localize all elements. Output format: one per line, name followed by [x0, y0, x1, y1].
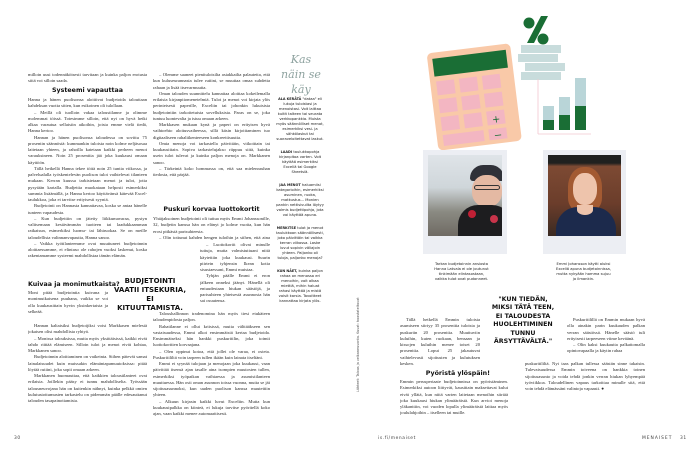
paragraph: Tyhjän päälle Emmi ei eron jälkeen onneksi jäänyt. Hänellä oli entuudestaan hiukan säästöjä, ja parisuhteen yhteisestä asunnosta hän sai osuutensa. — [200, 273, 270, 304]
paragraph: Hannan ja hänen puolisonsa taloudessa on sovittu 75 prosentin säännöstä: kummankin tuloista noin kolme neljäsosaa laitetaan yhteen, ja rahoilla katetaan kaikki perheen menot varauksineen. Noin 25 prosenttia jää joka kuukausi omaan käyttöön. — [28, 134, 147, 165]
tip-lead: JAA MENOT — [279, 183, 301, 187]
heading-pyorista-ylospain: Pyöristä ylöspäin! — [425, 370, 490, 377]
tip-lead: LAADI — [280, 150, 293, 154]
calculator-illustration — [424, 38, 524, 153]
paragraph: puskuritililtä. Nyt taas palkan tullessa säästän sinne takaisin. Tulevaisuudessa Emmin toiveena on hankkia toinen sijoitusasunto ja voida tehdä jonkin verran hiukan lyhyempää työviikkoa. Taloudellinen vapaus tarkoittaa minulle sitä, että voin tehdä elämässäni valintoja vapaasti. ● — [525, 361, 645, 391]
tip-text: "dataa" eli lukuja tuloistasi ja menoistasi. Voit laittaa kuitit talteen tai seurata verkkopankkia. Muista myös säännölliset menot, esimerkiksi vesi- ja sähkölaskut tai suoraveloitettavat laskut. — [276, 97, 324, 141]
caption-hanna: Tarkan budjetoinnin ansiosta Hanna Latvala ei ole joutunut tinkimään elintasostaan, vaikka tulot ovat pudonneet. — [434, 262, 489, 281]
paragraph: milloin uusi todennäköisesti tarvitaan ja kuinka paljon erotusta siitä voi silloin saada. — [28, 72, 147, 84]
paragraph: – Kun budjettiin on jätetty liikkumavaraa, pystyn valitsemaan kestävämmän tuotteen tai laadukkaamman ratkaisun, esimerkiksi luomu- tai lähiruokaa. Se on meille taloudellista valinnanvapautta, Hanna sanoo. — [28, 215, 147, 240]
paragraph: Omia menoja voi tarkastella päivittäin, viikoittain tai kuukausittain. Sopiva tarkastelujakso riippuu siitä, kuinka usein tulot tulevat ja kuinka paljon menoja on. Markkanen sanoo. — [153, 140, 270, 165]
paragraph: – Olin tottunut kahden hengen tuloihin ja siihen, että aina — [159, 234, 270, 240]
tip-item — [276, 183, 324, 218]
col1-body-b — [28, 323, 147, 430]
paragraph: Markkanen huomauttaa, että kaikkien taloustilanteet ovat erilaisia. Joillekin pääsy ei tunnu mahdolliselta. Työssään talousneuvojana hän on kuitenkin nähnyt, kuinka pelkkä omien kulutustottumusten tarkastelu on pidemmän päälle edesauttanut talouden tasapainottamista. — [28, 373, 147, 403]
photo-hanna — [423, 150, 507, 254]
col2-body-b — [153, 216, 270, 242]
tip-lead: ALA KERÄTÄ — [278, 97, 302, 101]
paragraph: Moni pitää budjetointia kuivana ja monimutkaisena puuhana, vaikka se voi olla kuukausittain hyvin yksinkertaista ja selkeää. — [28, 290, 108, 314]
paragraph: Tällä hetkellä Emmin tuloista asumiseen siirtyy 35 prosenttia tuloista ja puskuriin 20 prosenttia. Muuttuviin kuluihin, kuten ruokaan, bensaan ja kissojen kuluihin menee toiset 20 prosenttia. Loput 25 jakautuvat vaihtelevasti sijoitusten ja kulutuksen kesken. — [400, 317, 480, 366]
paragraph: – Vaikka työtilanteemme ovat muuttuneet budjetoinnin aloittaessamme, ei elintaso ole rahojen vuoksi laskenut, koska rakentamamme systeemi mahdollistaa tämän elämän. — [28, 240, 147, 259]
photo-credit: Lähteet: Talous ja velkaneuvonta. Kuvat: haastateltavat — [356, 297, 360, 392]
col2-body-a — [153, 72, 270, 203]
paragraph: – Olen oppinut kotoa, että jollei ole varaa, ei osteta. Puskuritililtä voin tarpeen tullen ikään kuin lainata itseltäni. — [153, 348, 270, 360]
heading-systeemi-vapauttaa: Systeemi vapauttaa — [52, 87, 123, 94]
tip-text: kuinka paljon rahaa on menossa eri menoihin, voit alkaa miettiä, mihin haluat rahasi käyttää ja mistä voisit karsia. Tavoitteet kannattaa kirjata ylös. — [278, 269, 323, 303]
bar-chart-icon — [538, 78, 591, 134]
col2-body-c — [153, 311, 270, 430]
coin-stack-icon — [518, 45, 565, 80]
paragraph: Tällä hetkellä Hanna tekee töitä noin 25 tuntia viikossa, ja palvelualalla työskentelevän puolison tulot vaihtelevat tilanteen mukaan. Kerran kuussa tarkistetaan menot ja tulot, jotta pysytään kartalla. Budjettia muokataan helposti esimerkiksi summia lisäämällä, ja Hanna kertoo käyttävänsä kätevää Excel-taulukkoa, joka ei tarvitse erityisesti syyniä. — [28, 165, 147, 202]
paragraph: – Olemme saaneet pienituloisilta asiakkailta palautetta, että kun kuluseurannasta tulee rutiini, se muuttaa omaa suhdetta rahaan ja lisää itsevarmuutta. — [153, 72, 270, 90]
paragraph: Hannan kaltaisiksi budjetoijiksi voisi Markkasen mielestä jokaisen olisi mahdollista ryhtyä. — [28, 323, 147, 335]
paragraph: – Luottokortit olivat minulle tuttuja, mutta valmistuttuani niitä käytettiin joka kuukausi. Suurin piirtein tyhjensin Ikean kotia sisustaessani, Emmi muistaa. — [200, 242, 270, 272]
heading-kuivaa-ja-monimutkaista: Kuivaa ja monimutkaista? — [28, 281, 120, 288]
tip-lead: KUN NÄET, — [277, 269, 298, 273]
paragraph: Hanna ja hänen puolisonsa aloittivat budjetoida talouttaan kahdeksan vuotta sitten, kun esikoinen oli tulollaan. — [28, 97, 147, 109]
savings-growth-illustration — [516, 12, 606, 142]
paragraph: Oman talouden suunnittelu kannattaa aloittaa kokeilemalla erilaisia kirjanpitomenetelmiä. Tulot ja menot voi kirjata ylös perinteisesti paperille, Exceliin tai johonkin lukuisista budjetointiin tarkoitetuista sovelluksista. Paras on se, joka tuntuu luontevalta ja istuu omaan arkeen. — [153, 90, 270, 121]
svg-text:+: + — [491, 114, 502, 126]
magazine-name: MENAISET — [642, 436, 673, 441]
col-a-body — [400, 317, 480, 367]
paragraph: – Tärkeintä koko hommassa on, että saa mielenrauhan tiedosta, että pärjää. — [153, 165, 270, 177]
col-d-body — [525, 361, 645, 430]
paragraph: Rahatilanne ei ollut kriisissä, mutta välttääkseen sen vastaisuudessa, Emmi alkoi ensimmäistä kertaa budjetoida. Ensimmäiseksi hän hankki puskuritilin, joka toimii luottokorttien korvaajana. — [153, 323, 270, 348]
footer-url: is.fi/menaiset — [378, 436, 416, 441]
paragraph: Emmin perusperiaate budjetoinnissa on pyöristäminen. Esimerkiksi autoon liittyvät, kausittain maksettavat kulut eivät yllätä, kun niitä varten laitetaan menoihin siirtää joka kuukausi hiukan ylimääräistä. Kun arvioi menoja yläkanttiin, voi vuoden lopulla ylimääräistä laittaa myös joululahjoihin – itselleen tai muille. — [400, 379, 508, 416]
sidebar-script-title: Kas näin se käy — [281, 53, 321, 96]
caption-emmi: Emmi Johansson käytti aluksi Exceliä apuna budjetoinnissa, mutta nykyään homma sujuu jo ilmankin. — [556, 262, 611, 281]
paragraph: – Alkuun kirjasin kaikki luvut Exceliin. Mutta kun kuukausipalkka on kiinteä, ei lukuja tarvitse pyöritellä koko ajan, vaan kaikki menee automaattisesti. — [153, 398, 270, 416]
paragraph: Yhtäjaksoinen budjetointi oli tuttua myös Emmi Johanssonille, 32, budjetin kanssa hän on elänyt jo kolme vuotta, kun hän erosi pitkästä parisuhteesta. — [153, 216, 270, 234]
page-number-right: 31 — [680, 436, 687, 441]
right-page — [348, 0, 696, 450]
col2-body-narrow — [200, 242, 270, 311]
paragraph: Puskuritilillä on Emmin mukaan hyvä olla ainakin parin kuukauden palkan verran säästössä. Hänelle säästö tuli erityisesti tarpeeseen viime keväänä. — [567, 317, 645, 341]
svg-text:−: − — [493, 129, 503, 142]
tip-item — [276, 269, 324, 304]
right-pull-quote: "KUN TIEDÄN, MIKSI TÄTÄ TEEN, EI TALOUDESTA HUOLEHTIMINEN TUNNU ÄRSYTTÄVÄLTÄ." — [491, 296, 555, 346]
tip-item — [276, 150, 324, 175]
tip-text: tulot ja menot taulukkoon säännöllisesti, joko päivittäin tai vaikka kerran viikossa. Laske luvut sopivin väliajoin yhteen. Paljonko oli tuloja, paljonko menoja? — [276, 226, 324, 260]
photo-emmi — [543, 150, 626, 254]
sidebar-tips — [276, 97, 324, 312]
pull-quote: BUDJETOINTI VAATII ITSEKURIA, EI KITUUTTAMISTA. — [113, 277, 187, 312]
col-c-body — [400, 379, 508, 430]
paragraph: Emmi ei syynää tulojaan ja menojaan joka kuukausi, vaan päivittää itsensä ajan tasalle aina isompien muutosten tullen, esimerkiksi työpaikan vaihtaessa ja asumistilanteen muuttuessa. Hän osti oman asunnon toissa vuonna, mutta se jäi sijoitusasunnoksi, kun uuden puolison kanssa muutettiin yhteen. — [153, 361, 270, 398]
col-b-body — [567, 317, 645, 361]
col1-body-narrow — [28, 290, 108, 322]
paragraph: – Olin kaksi kuukautta palkattomalla opintovapaalla ja käytin rahaa — [567, 342, 645, 354]
tip-text: taulukkopohja kirjanpitoa varten. Voit käyttää esimerkiksi Exceliä tai Google Sheetsiä. — [278, 150, 322, 174]
paragraph: Budjetoinnin aloittaminen on vaikeinta. Siihen pätevät samat lainalaisuudet kuin muissakin elämäntapamuutoksissa: pitää löytää rutiini, joka sopii omaan arkeen. — [28, 354, 147, 372]
tip-lead: MERKITSE — [276, 226, 297, 230]
col1-intro — [28, 72, 147, 86]
paragraph: Taloushallinnon tradenomina hän myös tiesi etukäteen taloudenpidosta paljon. — [153, 311, 270, 323]
paragraph: Budjetointi on Hannasta kannattavaa, koska se antaa hänelle tunteen vapaudesta. — [28, 203, 147, 215]
percent-icon — [524, 18, 535, 29]
col1-body-a — [28, 97, 147, 272]
tip-item — [276, 226, 324, 261]
paragraph: Markkasen mukaan kynä ja paperi on erityisen hyvä vaihtoehto aloitusvaiheessa, sillä käsin kirjoittaminen tuo digitaaliseen rahaliikenteeseen konkreettisuutta. — [153, 122, 270, 140]
tip-text: haluamiisi kategorioihin, esimerkiksi asuminen, ruoka, matkustus... Monien pankin nettisivuilta löytyy valmis budjettipohja, jota voi käyttää apuna. — [276, 183, 324, 217]
heading-puskuri-korvaa-luottokortit: Puskuri korvaa luottokortit — [163, 206, 260, 213]
paragraph: – Monissa talouksissa, mutta myös yksittäisissä, kaikki eivät tahdo riittää elämiseen. Silloin tulot ja menot eivät kohtaa, Markkanen sanoo. — [28, 335, 147, 353]
paragraph: – Meillä oli tuolloin vakaa taloustilanne ja olimme molemmat töissä. Totesimme silloin, että nyt on hyvä hetki alkaa varautua sellaisiin aikoihin, joista emme vielä tiedä, Hanna kertoo. — [28, 109, 147, 134]
tip-item — [276, 97, 324, 142]
page-number-left: 30 — [14, 436, 21, 441]
